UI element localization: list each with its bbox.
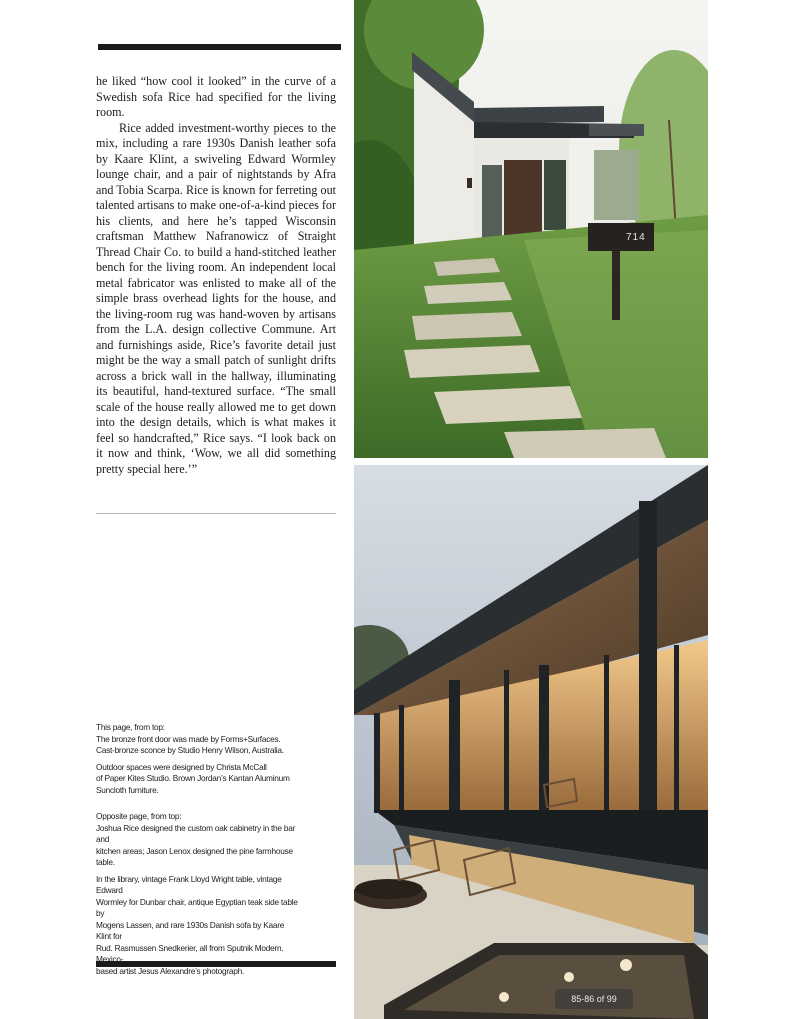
porch-photo [354,465,708,1019]
divider-rule [96,513,336,514]
photo-captions [96,722,301,982]
article-body [96,74,336,477]
caption-outdoor: Outdoor spaces were designed by Christa McCall of Paper Kites Studio. Brown Jordan’s Kantan Aluminum Suncloth furniture. [96,761,290,795]
caption-opposite-page: Opposite page, from top: Joshua Rice designed the custom oak cabinetry in the bar and kitchen areas; Jason Lenox designed the pine farmhouse table. [96,811,296,867]
mailbox-number: 714 [626,232,646,243]
caption-library: In the library, vintage Frank Lloyd Wright table, vintage Edward Wormley for Dunbar chair, antique Egyptian teak side table by Mogens Lassen, and rare 1930s Danish sofa by Kaare Klint for Rud. Rasmussen Snedkerier, all from Sputnik Modern. Mexico- based artist Jesus Alexandre’s photograph. [96,873,298,976]
top-rule [98,44,341,50]
porch-photo-illustration [354,465,708,1019]
caption-this-page: This page, from top: The bronze front door was made by Forms+Surfaces. Cast-bronze sconce by Studio Henry Wilson, Australia. [96,722,284,755]
article-paragraph: he liked “how cool it looked” in the curve of a Swedish sofa Rice had specified for the living room. [96,74,336,119]
entry-photo-illustration [354,0,708,458]
entry-photo [354,0,708,458]
page-indicator: 85-86 of 99 [555,989,633,1009]
article-paragraph: Rice added investment-worthy pieces to the mix, including a rare 1930s Danish leather sofa by Kaare Klint, a swiveling Edward Wormley lounge chair, and a pair of nightstands by Afra and Tobia Scarpa. Rice is known for ferreting out talented artisans to make one-of-a-kind pieces for his clients, and here he’s tapped Wisconsin craftsman Matthew Nafranowicz of Straight Thread Chair Co. to build a hand-stitched leather bench for the living room. An independent local metal fabricator was enlisted to make all of the simple brass overhead lights for the house, and the living-room rug was hand-woven by artisans from the L.A. design collective Commune. Art and furnishings aside, Rice’s favorite detail just might be the way a small patch of sunlight drifts across a brick wall in the hallway, illuminating its beautiful, hand-textured surface. “The small scale of the house really allowed me to get down into the design details, which is what makes it feel so handcrafted,” Rice says. “I look back on it now and think, ‘Wow, we all did something pretty special here.’” [96,120,336,476]
